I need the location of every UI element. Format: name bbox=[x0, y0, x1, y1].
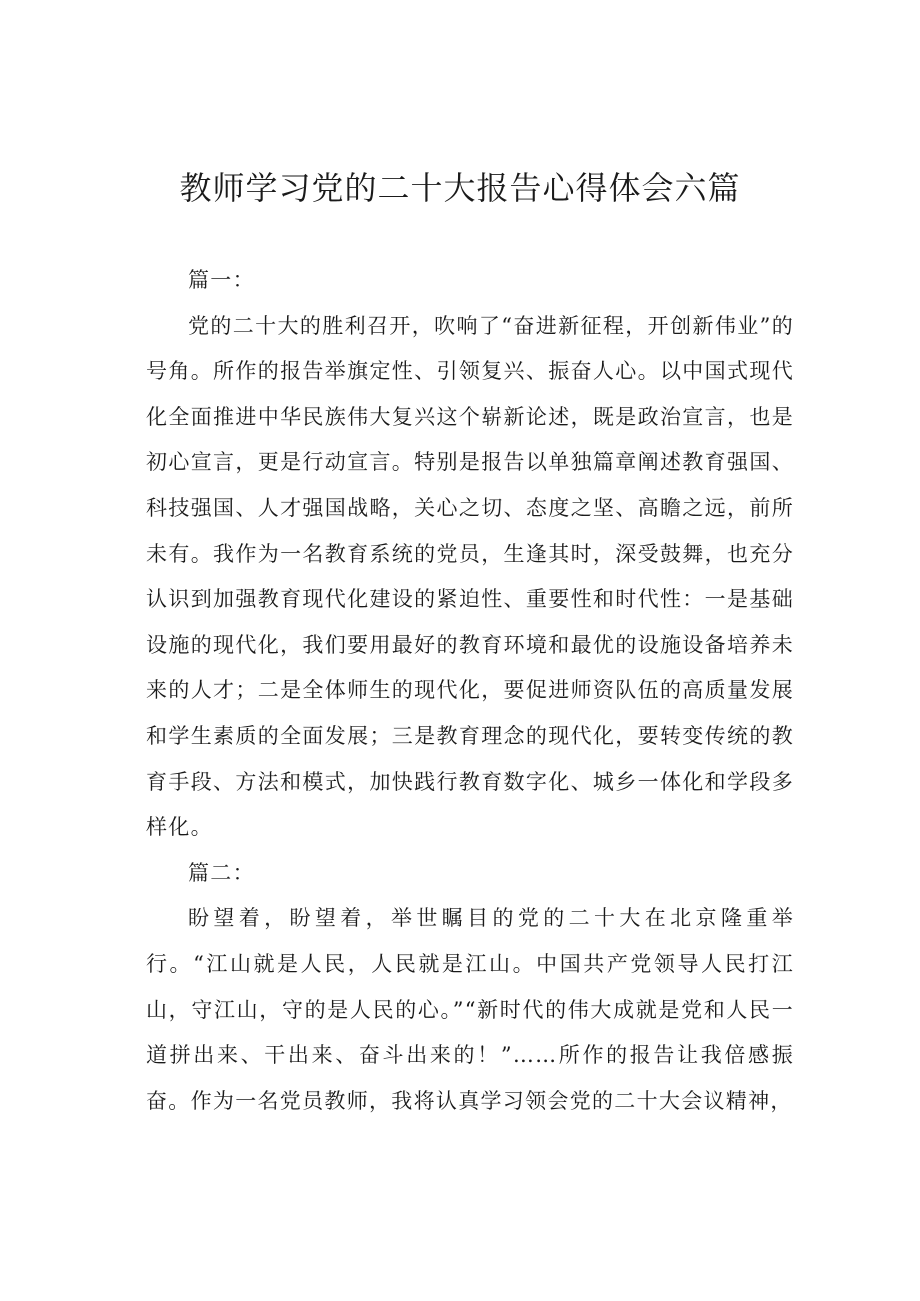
document-body bbox=[146, 258, 794, 1124]
section-heading-2: 篇二： bbox=[188, 860, 255, 885]
section-heading-1: 篇一： bbox=[188, 268, 255, 292]
section-paragraph-1: 党的二十大的胜利召开，吹响了“奋进新征程，开创新伟业”的号角。所作的报告举旗定性、引领复兴、振奋人心。以中国式现代化全面推进中华民族伟大复兴这个崭新论述，既是政治宣言，也是初心宣言，更是行动宣言。特别是报告以单独篇章阐述教育强国、科技强国、人才强国战略，关心之切、态度之坚、高瞻之远，前所未有。我作为一名教育系统的党员，生逢其时，深受鼓舞，也充分认识到加强教育现代化建设的紧迫性、重要性和时代性：一是基础设施的现代化，我们要用最好的教育环境和最优的设施设备培养未来的人才；二是全体师生的现代化，要促进师资队伍的高质量发展和学生素质的全面发展；三是教育理念的现代化，要转变传统的教育手段、方法和模式，加快践行教育数字化、城乡一体化和学段多样化。 bbox=[146, 313, 794, 840]
section-paragraph-2: 盼望着，盼望着，举世瞩目的党的二十大在北京隆重举行。“江山就是人民，人民就是江山。中国共产党领导人民打江山，守江山，守的是人民的心。”“新时代的伟大成就是党和人民一道拼出来、干出来、奋斗出来的！”……所作的报告让我倍感振奋。作为一名党员教师，我将认真学习领会党的二十大会议精神， bbox=[146, 906, 794, 1113]
document-title: 教师学习党的二十大报告心得体会六篇 bbox=[179, 169, 741, 207]
